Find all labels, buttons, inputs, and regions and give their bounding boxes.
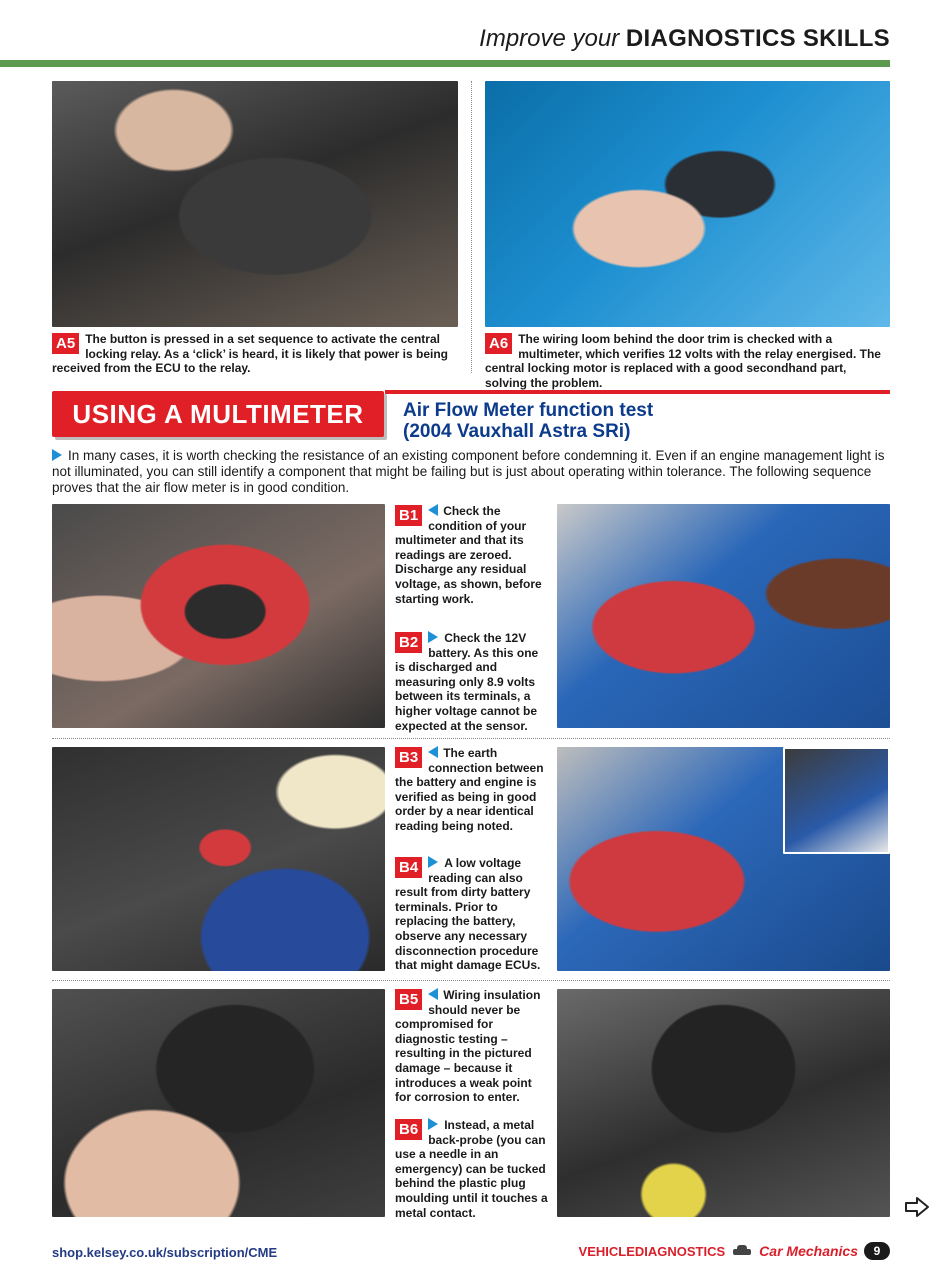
step-b5 [395,988,551,1105]
caption-tag-a5: A5 [52,333,79,354]
step-tag-b1: B1 [395,505,422,526]
step-tag-b4: B4 [395,857,422,878]
section-subtitle-line2: (2004 Vauxhall Astra SRi) [403,421,631,442]
car-icon [733,1245,751,1257]
caption-text-a5: The button is pressed in a set sequence to activate the central locking relay. As a ‘click’ is heard, it is likely that power is being received from the ECU to the relay. [52,332,448,375]
caption-tag-a6: A6 [485,333,512,354]
caption-a6 [485,332,891,390]
photo-a5-relay [52,81,458,327]
page-number: 9 [864,1242,890,1260]
photo-b4-inset [783,747,890,854]
column-divider [471,81,472,373]
step-text-b4: A low voltage reading can also result from dirty battery terminals. Prior to replacing the battery, observe any necessary disconnection procedure that might damage ECUs. [395,856,541,973]
arrow-left-icon [428,988,438,1000]
step-tag-b3: B3 [395,747,422,768]
section-subtitle-line1: Air Flow Meter function test [403,400,654,421]
footer-subscription-link[interactable]: shop.kelsey.co.uk/subscription/CME [52,1245,278,1260]
caption-text-a6: The wiring loom behind the door trim is checked with a multimeter, which verifies 12 volts with the relay energised. The central locking motor is replaced with a good secondhand part, solving the problem. [485,332,881,390]
step-text-b3: The earth connection between the battery and engine is verified as being in good order by a near identical reading being noted. [395,746,544,833]
section-subtitle [403,400,890,442]
step-b1 [395,504,551,606]
step-text-b1: Check the condition of your multimeter and that its readings are zeroed. Discharge any residual voltage, as shown, before starting work. [395,504,542,606]
row-divider [52,738,890,739]
caption-a5 [52,332,458,376]
footer-brand-vehicle-diagnostics: VEHICLEDIAGNOSTICS [578,1243,726,1259]
photo-b6-back-probe [557,989,890,1217]
step-text-b5: Wiring insulation should never be compromised for diagnostic testing – resulting in the pictured damage – because it introduces a weak point for corrosion to enter. [395,988,541,1105]
section-rule [385,390,890,394]
step-text-b6: Instead, a metal back-probe (you can use a needle in an emergency) can be tucked behind the plastic plug moulding until it touches a metal contact. [395,1118,548,1220]
footer-brand-car-mechanics: Car Mechanics [759,1243,858,1259]
footer-brand [579,1242,890,1260]
arrow-right-icon [428,856,438,868]
step-b6 [395,1118,551,1220]
arrow-right-icon [428,1118,438,1130]
section-title-box [52,391,384,437]
photo-b1-multimeter [52,504,385,728]
row-divider [52,980,890,981]
section-title: USING A MULTIMETER [72,399,364,429]
photo-b3-earth [52,747,385,971]
intro-text: In many cases, it is worth checking the resistance of an existing component before condemning it. Even if an engine management light is not illuminated, you can still identify a component that might be failing but is just about operating within tolerance. The following sequence proves that the air flow meter is in good condition. [52,448,885,495]
page-header-title [479,24,890,54]
arrow-left-icon [428,746,438,758]
next-page-arrow-icon[interactable] [904,1196,930,1218]
step-text-b2: Check the 12V battery. As this one is discharged and measuring only 8.9 volts between its terminals, a higher voltage cannot be expected at the sensor. [395,631,539,733]
step-b4 [395,856,551,973]
photo-b5-wiring [52,989,385,1217]
step-tag-b2: B2 [395,632,422,653]
photo-b2-battery [557,504,890,728]
arrow-left-icon [428,504,438,516]
step-tag-b5: B5 [395,989,422,1010]
header-rule [0,60,890,67]
section-intro [52,448,892,496]
header-title-italic: Improve your [479,25,620,52]
header-title-bold: DIAGNOSTICS SKILLS [625,25,890,52]
step-tag-b6: B6 [395,1119,422,1140]
photo-a6-door-loom [485,81,890,327]
arrow-right-icon [52,449,62,461]
arrow-right-icon [428,631,438,643]
step-b3 [395,746,551,834]
step-b2 [395,631,551,733]
